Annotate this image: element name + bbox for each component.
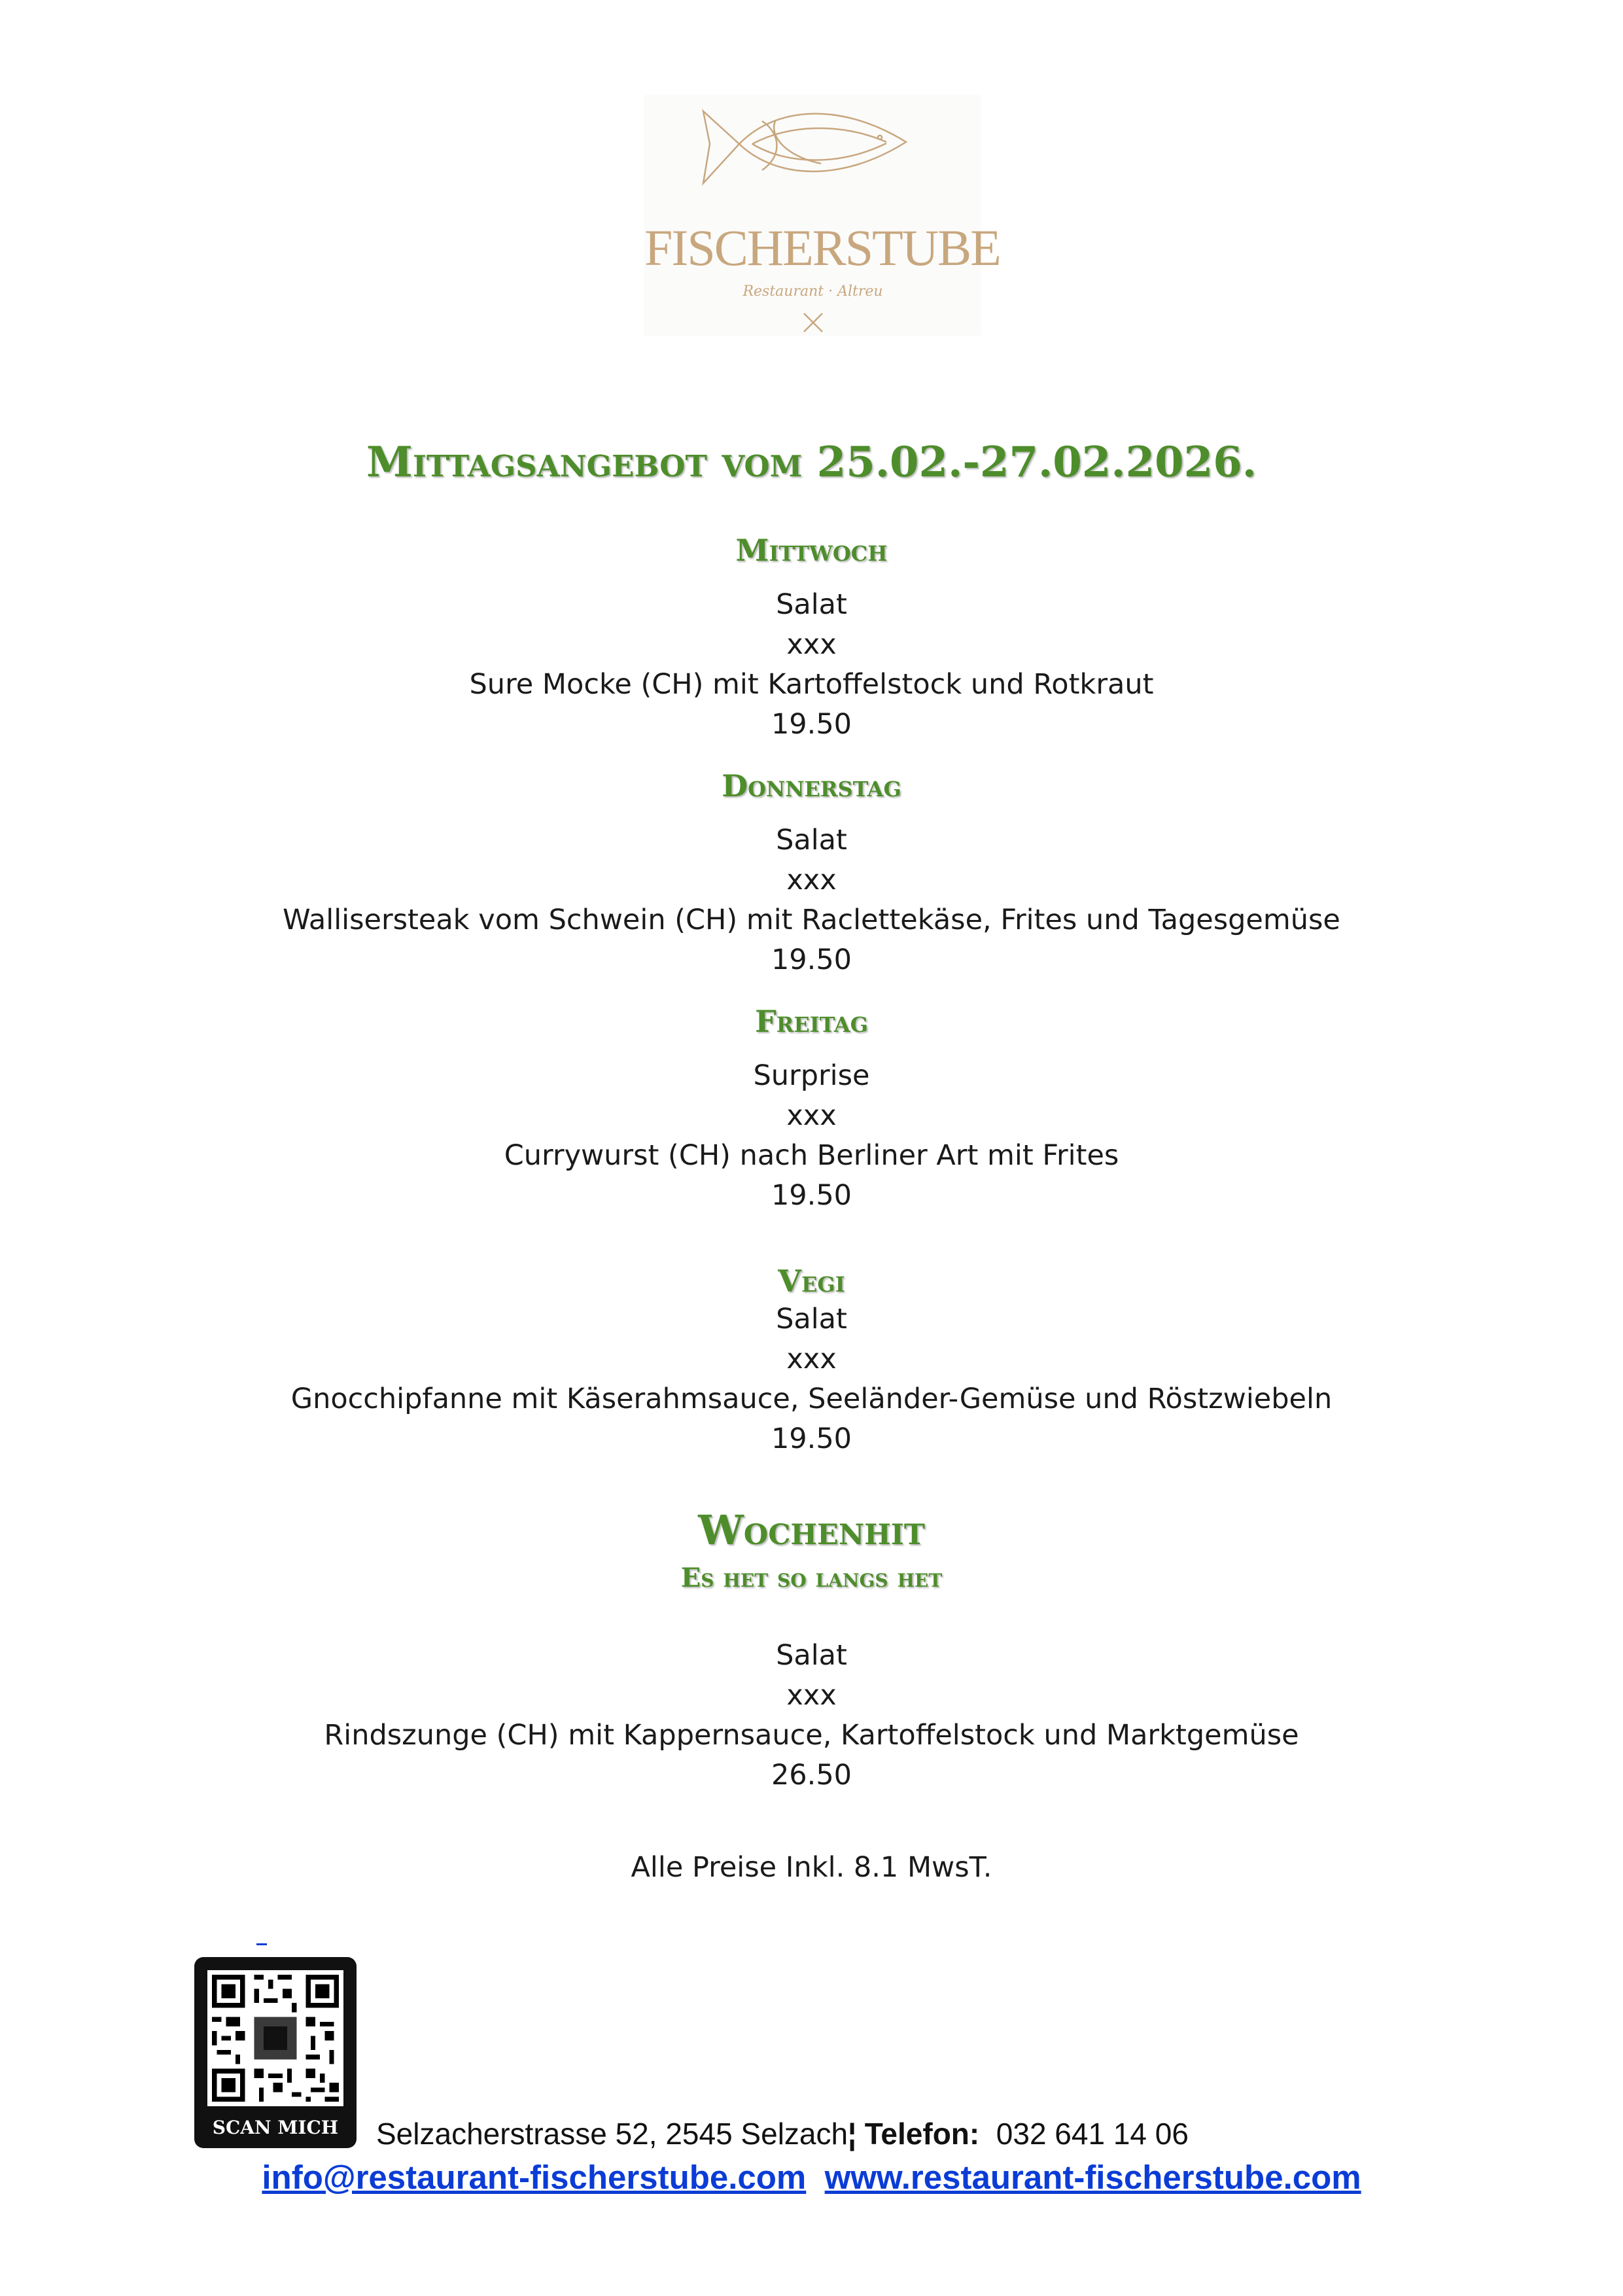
fish-logo-icon	[690, 95, 926, 193]
footer-address: Selzacherstrasse 52, 2545 Selzach	[376, 2117, 848, 2151]
logo-subtitle: Restaurant · Altreu	[742, 283, 883, 300]
website-link[interactable]: www.restaurant-fischerstube.com	[824, 2159, 1361, 2196]
price-wochenhit: 26.50	[771, 1759, 852, 1792]
main-dish-vegi: Gnocchipfanne mit Käserahmsauce, Seeländer-Gemüse und Röstzwiebeln	[290, 1383, 1333, 1415]
qr-code[interactable]	[194, 1957, 357, 2148]
footer-phone-label: Telefon:	[864, 2117, 980, 2151]
day-heading-vegi: Vegi	[778, 1263, 845, 1299]
day-heading-mittwoch: Mittwoch	[735, 533, 888, 568]
menu-title: Mittagsangebot vom 25.02.-27.02.2026.	[366, 438, 1257, 487]
qr-label: SCAN MICH	[212, 2117, 339, 2138]
starter-vegi: Salat	[776, 1303, 847, 1335]
main-dish-mittwoch: Sure Mocke (CH) mit Kartoffelstock und Rotkraut	[469, 668, 1154, 701]
main-dish-wochenhit: Rindszunge (CH) mit Kappernsauce, Kartoffelstock und Marktgemüse	[324, 1719, 1299, 1752]
wochenhit-subheading: Es het so langs het	[680, 1563, 943, 1593]
qr-code-icon	[207, 1970, 343, 2106]
empty-link-mark	[256, 1943, 267, 1945]
main-dish-donnerstag: Wallisersteak vom Schwein (CH) mit Raclettekäse, Frites und Tagesgemüse	[283, 904, 1340, 936]
starter-wochenhit: Salat	[776, 1639, 847, 1672]
logo-wordmark: FISCHERSTUBE	[644, 219, 1000, 276]
footer-separator: ¦	[848, 2117, 856, 2151]
email-link[interactable]: info@restaurant-fischerstube.com	[262, 2159, 807, 2196]
starter-freitag: Surprise	[753, 1059, 870, 1092]
day-heading-donnerstag: Donnerstag	[722, 768, 901, 804]
separator-wochenhit: xxx	[786, 1679, 837, 1712]
price-mittwoch: 19.50	[771, 708, 852, 741]
day-heading-freitag: Freitag	[755, 1004, 868, 1039]
price-note: Alle Preise Inkl. 8.1 MwsT.	[631, 1851, 992, 1884]
cutlery-icon	[801, 311, 825, 334]
price-freitag: 19.50	[771, 1179, 852, 1212]
separator-vegi: xxx	[786, 1343, 837, 1375]
restaurant-logo	[644, 95, 1000, 336]
footer-address-line	[376, 2119, 1189, 2149]
starter-donnerstag: Salat	[776, 824, 847, 857]
footer-phone: 032 641 14 06	[996, 2117, 1189, 2151]
footer-links	[0, 2161, 1623, 2194]
main-dish-freitag: Currywurst (CH) nach Berliner Art mit Frites	[504, 1139, 1119, 1172]
price-donnerstag: 19.50	[771, 944, 852, 976]
wochenhit-heading: Wochenhit	[698, 1506, 925, 1554]
price-vegi: 19.50	[771, 1422, 852, 1455]
separator-freitag: xxx	[786, 1099, 837, 1132]
separator-mittwoch: xxx	[786, 628, 837, 661]
separator-donnerstag: xxx	[786, 864, 837, 896]
starter-mittwoch: Salat	[776, 588, 847, 621]
